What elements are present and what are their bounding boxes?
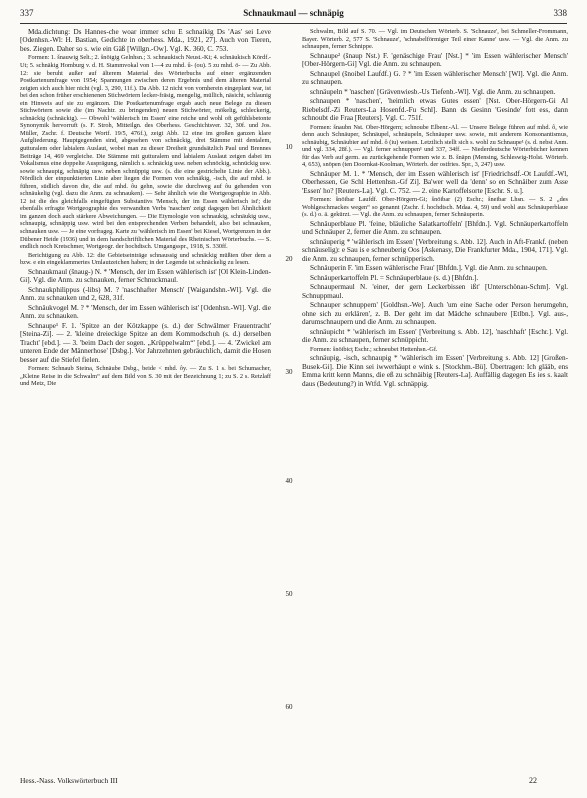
footer-volume: Hess.-Nass. Volkswörterbuch III — [20, 776, 118, 785]
entry-paragraph: schnaupen * 'naschen', 'heimlich etwas Gutes essen' [Nst. Ober-Hörgern-Gi Al Riebelsdf.-Zi Reuters-La Hosenfd.-Fu Schl]. Bann ds Gesinn 'Gesinde' fott ess, dann schnoubt die Fraa [Reuters]. Vgl. C. 751f. — [302, 97, 568, 123]
entry-paragraph: schnäupig, -isch, schnaupig * 'wählerisch im Essen' [Verbreitung s. Abb. 12] [Großen-Busek-Gi]. Die Kinn sei iwwerhäupt e wink s. [Stockhm.-Bü]. Übertragen: Ich glääb, ens Emma kritt kenn Manns, die eß zu schnäibig [Reuters-La]. Auffällig dagegen Es ies s. kaalt daus (Bedeutung?) in Wtfd. Vgl. schnäppig. — [302, 354, 568, 388]
line-number: 40 — [285, 477, 293, 485]
entry-paragraph: Schnaukmaul (šnaug-) N. * 'Mensch, der im Essen wählerisch ist' [Ol Klein-Linden-Gi]. Vgl. die Anm. zu schnauken, ferner Schnuckmaul. — [20, 267, 271, 285]
entry-paragraph: Schnauper schnuppern' [Goldhsn.-We]. Auch 'um eine Sache oder Person herumgehn, ohne sich zu erklären', z. B. Der geht im dat Mädche schnaubere [Etlbn.]. Vgl. aus-, darumschnaupern und die Anm. zu schnaupen. — [302, 301, 568, 327]
page-footer — [20, 776, 567, 788]
entry-paragraph: Schnaupel (šnoibel Laufdf.) G. ? * 'im Essen wählerischer Mensch' [Wl]. Vgl. die Anm. zu schnaupen. — [302, 69, 568, 87]
entry-paragraph: Schwalm, Bild auf S. 70. — Vgl. im Deutschen Wörterb. S. 'Schnauze', bei Schmeller-Frommann, Bayer. Wörterb. 2, 577 S. 'Schnauze', 'schnabelförmiger Teil einer Kanne' usw. — Vgl. die Anm. zu schnaupen, ferner Schnippe. — [302, 28, 568, 51]
entry-paragraph: Schnaupe² (šnaup Nst.) F. 'genäschige Frau' [Nst.] * 'im Essen wählerischer Mensch' [Ober-Hörgern-Gi] Vgl. die Anm. zu schnaupen. — [302, 51, 568, 69]
page-number-left: 337 — [20, 8, 34, 18]
entry-paragraph: Formen: šnaubn Nst. Ober-Hörgern; schnoube Elbenr.-Al. — Unsere Belege führen auf mhd. ô, wie denn auch Schnäuper, Schnäupel, schnäupeln, Schnäuper usw. sowie, mit anderem Konsonantismus, schnäubig, Schnäubier auf mhd. ô (iu) weisen. Letztlich stellt sich s. wohl zu Schnaupe¹ (s. d. nebst Anm. und vgl. 334, 28f.). — Vgl. ferner schnuppen¹ und 337, 34ff. — Niederdeutsche Wörterbücher kennen für das Verb auf germ. au zurückgehende Formen wie z. B. šnäpn (Mensing, Schleswig-Holst. Wörterb. 4, 653), snöpen (ten Doornkat-Koolman, Wörterb. der ostfries. Spr., 3, 247) usw. — [302, 123, 568, 169]
entry-paragraph: Schnäuperin F. 'im Essen wählerische Frau' [Bhfdn.]. Vgl. die Anm. zu schnaupen. — [310, 264, 548, 273]
line-number: 10 — [285, 143, 293, 151]
line-number: 50 — [285, 590, 293, 598]
line-number: 20 — [285, 255, 293, 263]
page-number-right: 338 — [553, 8, 567, 18]
entry-paragraph: Schnäuperblaue Pl. 'feine, bläuliche Salatkartoffeln' [Bhfdn.]. Vgl. Schnäuperkartoffeln und Schnäuper 2, ferner die Anm. zu schnaupen. — [302, 219, 568, 237]
page-header — [20, 8, 567, 24]
left-column — [20, 28, 271, 389]
header-rule — [20, 23, 567, 24]
entry-paragraph: Schnäukvogel M. ? * 'Mensch, der im Essen wählerisch ist' [Odenhsn.-Wl]. Vgl. die Anm. zu schnauken. — [20, 303, 271, 321]
entry-paragraph: schnäupicht * 'wählerisch im Essen' [Verbreitung s. Abb. 12], 'naschhaft' [Eschr.]. Vgl. die Anm. zu schnaupen, ferner schnüppicht. — [302, 327, 568, 345]
footer-sheet-number: 22 — [529, 776, 537, 785]
running-title: Schnaukmaul — schnäpig — [243, 8, 344, 18]
entry-paragraph: Schnaukphilippus (-libs) M. ? 'naschhafter Mensch' [Waigandshn.-Wl]. Vgl. die Anm. zu schnauken und 2, 628, 31f. — [20, 285, 271, 303]
entry-paragraph: schnäuperig * 'wählerisch im Essen' [Verbreitung s. Abb. 12]. Auch in Aft-Frankf. (neben schnäuselig): e Sau is e schneuberig Oos [Askenasy, Die Frankfurter Mda., 1904, 171]. Vgl. die Anm. zu schnaupen, ferner schnüpperisch. — [302, 237, 568, 263]
entry-paragraph: Schnäuper M. 1. * 'Mensch, der im Essen wählerisch ist' [Friedrichsdf.-Ot Laufdf.-Wl, Oberhessen, Ge Schl Hettenhsn.-Gf Zi]. Ba'wer well da 'denn' so en Schnäiber zum Asse 'Essen' ho? [Reuters-La]. Vgl. C. 752. — 2. eine Kartoffelsorte [Eschr. S. u.]. — [302, 169, 568, 195]
entry-paragraph: Schnaupermaul N. 'einer, der gern Leckerbissen ißt' [Unterschönau-Schm]. Vgl. Schnuppmaul. — [302, 283, 568, 300]
entry-paragraph: schnäupeln * 'naschen' [Grävenwiesb.-Us Tiefenb.-Wl]. Vgl. die Anm. zu schnaupen. — [310, 87, 556, 96]
line-number: 60 — [285, 703, 293, 711]
entry-paragraph: Mda.dichtung: Ds Hannes-che woar immer schu E schnaikig Ds 'Aas' sei Leve [Odenhsn.-Wl: H. Bastian, Gedichte in oberhess. Mda., 1921, 27]. Auch von Tieren, bes. Ziegen. Daher so s. wie ein Gäß [Willgn.-Ow]. Vgl. K. 360, C. 753. — [20, 28, 271, 53]
right-column — [302, 28, 568, 389]
entry-paragraph: Formen: 1. šnauwig Selt.; 2. šnöigig Gelnhsn.; 3. schnaukisch Neust.-Ki; 4. schnäukisch Kördf.-Ut; 5. schnäkig Homburg v. d. H. Stammvokal von 1—4 zu mhd. û- (ou). 5 zu mhd. ö- — Zu Abb. 12: sie beruht außer auf älterem Material des Wörterbuchs auf einer ergänzenden Postkartenumfrage von 1954; Spannungen zwischen deren Ergebnis und dem älteren Material zeigten sich auch hier nicht (vgl. 3, 290, 11f.). Da Abb. 12 nicht von vornherein eingeplant war, ist bei den schon früher erschienenen Stichwörtern lecker-fräsig, mengelig, müllich, näsicht, schlaunig ein Hinweis auf sie zu ergänzen. Die Postkartenumfrage ergab auch neue Belege zu diesen Stichwörtern sowie die (im Nachtr. zu bringenden) neuen Stichwörter, mökelig, schleckerig, schnäckig (schnäckig). — Obwohl 'wählerisch im Essen' eine reiche und wohl oft gefühlsbetonte Synonymik hervorruft (s. F. Stroh, Mitteilgn. des Oberhess. Geschichtsver. 32, 30f. und Jos. Müller, Zschr. f. Deutsche Wortf. 19/5, 476f.), zeigt Abb. 12 eine im großen ganzen klare Aufgliederung. Hauptgegenden sind, abgesehen von schnäckig, drei Stämme mit dentalem, gutturalem oder labialem Auslaut, wobei man zu dieser Dreiheit grundsätzlich Paul und Brennes Beiträge 14, 469 vergleiche. Die Stämme mit gutturalem und labialem Auslaut zeigen dabei im Vokalismus eine doppelte Ausprägung, nämlich s. schnäckig usw. neben schnöckig, schnückig usw. sowie schnaupig, schnäpig usw. neben schnüppig usw. (s. die eine gestrichelte Linie der Abb.). Nördlich der einpunktierten Linie aber liegen die Formen von schnäkig, -isch, die auf mhd. ie führen, südlich davon die, die auf mhd. ôu gehn, sowie die durchweg auf ôu gehenden von schnäukelig (vgl. dazu die Anm. zu schnauken). — Sehr ähnlich wie die Wortgeographie in Abb. 12 ist die des gleichfalls eingefügten Substantivs 'Mensch, der im Essen wählerisch ist'; die ebenfalls erfragte Wortgeographie des verwandten Verbs 'naschen' zeigt dagegen bei Ähnlichkeit im ganzen doch auch stärkere Abweichungen. — Die Etymologie von schnaukig, schnäukig usw., schnaupig, schnäppig usw. wird bei den entsprechenden Verben behandelt, also bei schnauken, schnauken usw. — Je eine vorfrageg. Karte zu 'wählerisch im Essen' bei Kiesel, Wortgrenzen in der Dübener Heide (1936) und in dem handschriftlichen Material des Rheinischen Wörterbuchs. — S. endlich noch Kretschmer, Wortgeogr. der hochdtsch. Umgangsspr., 1918, S. 330ff. — [20, 54, 271, 251]
entry-paragraph: Berichtigung zu Abb. 12: die Gebietseinträge schnaussig und schnäckig müßten über dem a bzw. e ein eingeklammertes Umlautzeichen haben; in der Legende ist schnäckelig zu lesen. — [20, 251, 271, 267]
line-number: 30 — [285, 368, 293, 376]
entry-paragraph: Schnaupe¹ F. 1. 'Spitze an der Kötzkappe (s. d.) der Schwälmer Frauentracht' [Steina-Zi]. — 2. 'kleine dreieckige Spitze an dem Kommodschuh (s. d.) derselben Tracht' [ebd.]. — 3. 'beim Dach der sogen. „Krüppelwalm“' [ebd.]. — 4. 'Zwickel am unteren Ende der Männerhose' [Dsbg.]. Vor Jahrzehnten gebräuchlich, damit die Hosen besser auf die Stiefel fielen. — [20, 321, 271, 364]
entry-paragraph: Formen: šnöibar Laufdf. Ober-Hörgern-Gi; šnöibar (2) Eschr.; šneibar Lhsn. — S. 2 „des Wohlgeschmackes wegen“ so genannt (Zschr. f. hochdtsch. Mdaa. 4, 59) und wohl aus Schnäuperblaue (s. d.) o. ä. gekürzt. — Vgl. die Anm. zu schnaupen, ferner Schnäuperin. — [302, 196, 568, 219]
entry-paragraph: Schnäuperkartoffeln Pl. = Schnäuperblaue (s. d.) [Bhfdn.]. — [310, 273, 479, 282]
entry-paragraph: Formen: Schnaub Steina, Schnäube Dsbg., beide < mhd. ôy. — Zu S. 1 s. bei Schumacher, „Kleine Reise in die Schwalm“ auf dem Bild von S. 30 mit der Bezeichnung 1; zu S. 2 s. Retzlaff und Metz, Die — [20, 365, 271, 388]
entry-paragraph: Formen: šnöibicţ Eschr.; schneubet Hettenhsn.-Gf. — [310, 345, 438, 353]
